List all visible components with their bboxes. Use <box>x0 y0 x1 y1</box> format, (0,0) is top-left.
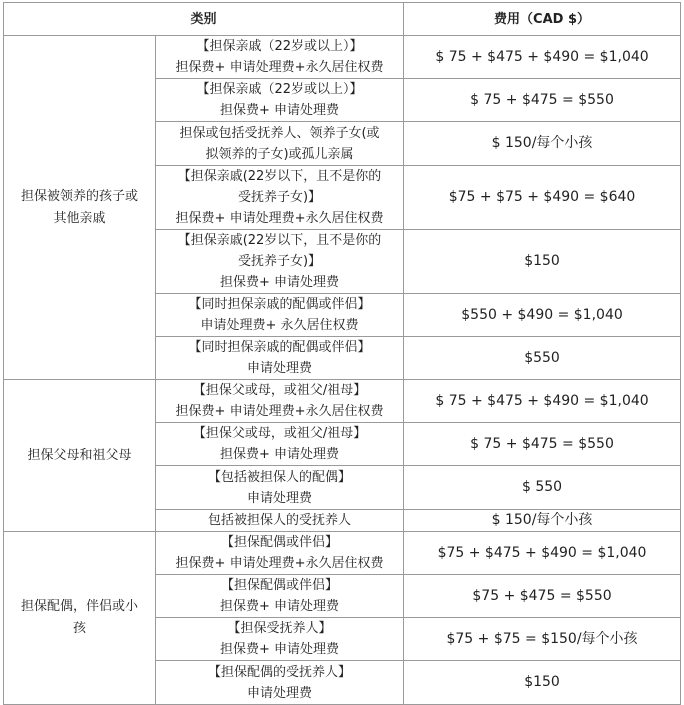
fee-cell: $75 + $75 + $490 = $640 <box>404 166 681 230</box>
table-row <box>4 36 681 79</box>
fee-cell: $ 550 <box>404 466 681 510</box>
fee-cell: $ 150/每个小孩 <box>404 122 681 166</box>
fee-cell: $ 75 + $475 + $490 = $1,040 <box>404 36 681 79</box>
category-cell: 担保被领养的孩子或 其他亲戚 <box>4 36 156 380</box>
subcategory-cell: 包括被担保人的受抚养人 <box>156 510 404 532</box>
subcategory-cell: 【担保受抚养人】 担保费+ 申请处理费 <box>156 618 404 661</box>
subcategory-cell: 【担保父或母，或祖父/祖母】 担保费+ 申请处理费+永久居住权费 <box>156 380 404 423</box>
category-header: 类别 <box>4 3 404 36</box>
subcategory-cell: 【包括被担保人的配偶】 申请处理费 <box>156 466 404 510</box>
category-cell: 担保配偶，伴侣或小 孩 <box>4 532 156 705</box>
subcategory-cell: 【担保配偶或伴侣】 担保费+ 申请处理费+永久居住权费 <box>156 532 404 575</box>
subcategory-cell: 【担保配偶的受抚养人】 申请处理费 <box>156 661 404 705</box>
fee-table <box>3 2 681 705</box>
subcategory-cell: 【同时担保亲戚的配偶或伴侣】 申请处理费+ 永久居住权费 <box>156 294 404 337</box>
subcategory-cell: 【担保亲戚（22岁或以上）】 担保费+ 申请处理费 <box>156 79 404 122</box>
fee-cell: $75 + $475 = $550 <box>404 575 681 618</box>
subcategory-cell: 【担保配偶或伴侣】 担保费+ 申请处理费 <box>156 575 404 618</box>
subcategory-cell: 【担保亲戚（22岁或以上）】 担保费+ 申请处理费+永久居住权费 <box>156 36 404 79</box>
subcategory-cell: 【担保亲戚(22岁以下，且不是你的 受抚养子女)】 担保费+ 申请处理费 <box>156 230 404 294</box>
subcategory-cell: 担保或包括受抚养人、领养子女(或 拟领养的子女)或孤儿亲属 <box>156 122 404 166</box>
fee-cell: $150 <box>404 230 681 294</box>
fee-cell: $75 + $75 = $150/每个小孩 <box>404 618 681 661</box>
subcategory-cell: 【同时担保亲戚的配偶或伴侣】 申请处理费 <box>156 337 404 380</box>
fee-cell: $ 75 + $475 = $550 <box>404 423 681 466</box>
subcategory-cell: 【担保亲戚(22岁以下，且不是你的 受抚养子女)】 担保费+ 申请处理费+永久居住权费 <box>156 166 404 230</box>
header-row <box>4 3 681 36</box>
table-row <box>4 380 681 423</box>
table-row <box>4 532 681 575</box>
fee-cell: $150 <box>404 661 681 705</box>
subcategory-cell: 【担保父或母，或祖父/祖母】 担保费+ 申请处理费 <box>156 423 404 466</box>
fee-cell: $ 75 + $475 = $550 <box>404 79 681 122</box>
fee-cell: $ 75 + $475 + $490 = $1,040 <box>404 380 681 423</box>
category-cell: 担保父母和祖父母 <box>4 380 156 532</box>
fee-header: 费用（CAD $） <box>404 3 681 36</box>
fee-cell: $550 + $490 = $1,040 <box>404 294 681 337</box>
fee-cell: $ 150/每个小孩 <box>404 510 681 532</box>
fee-cell: $550 <box>404 337 681 380</box>
fee-cell: $75 + $475 + $490 = $1,040 <box>404 532 681 575</box>
